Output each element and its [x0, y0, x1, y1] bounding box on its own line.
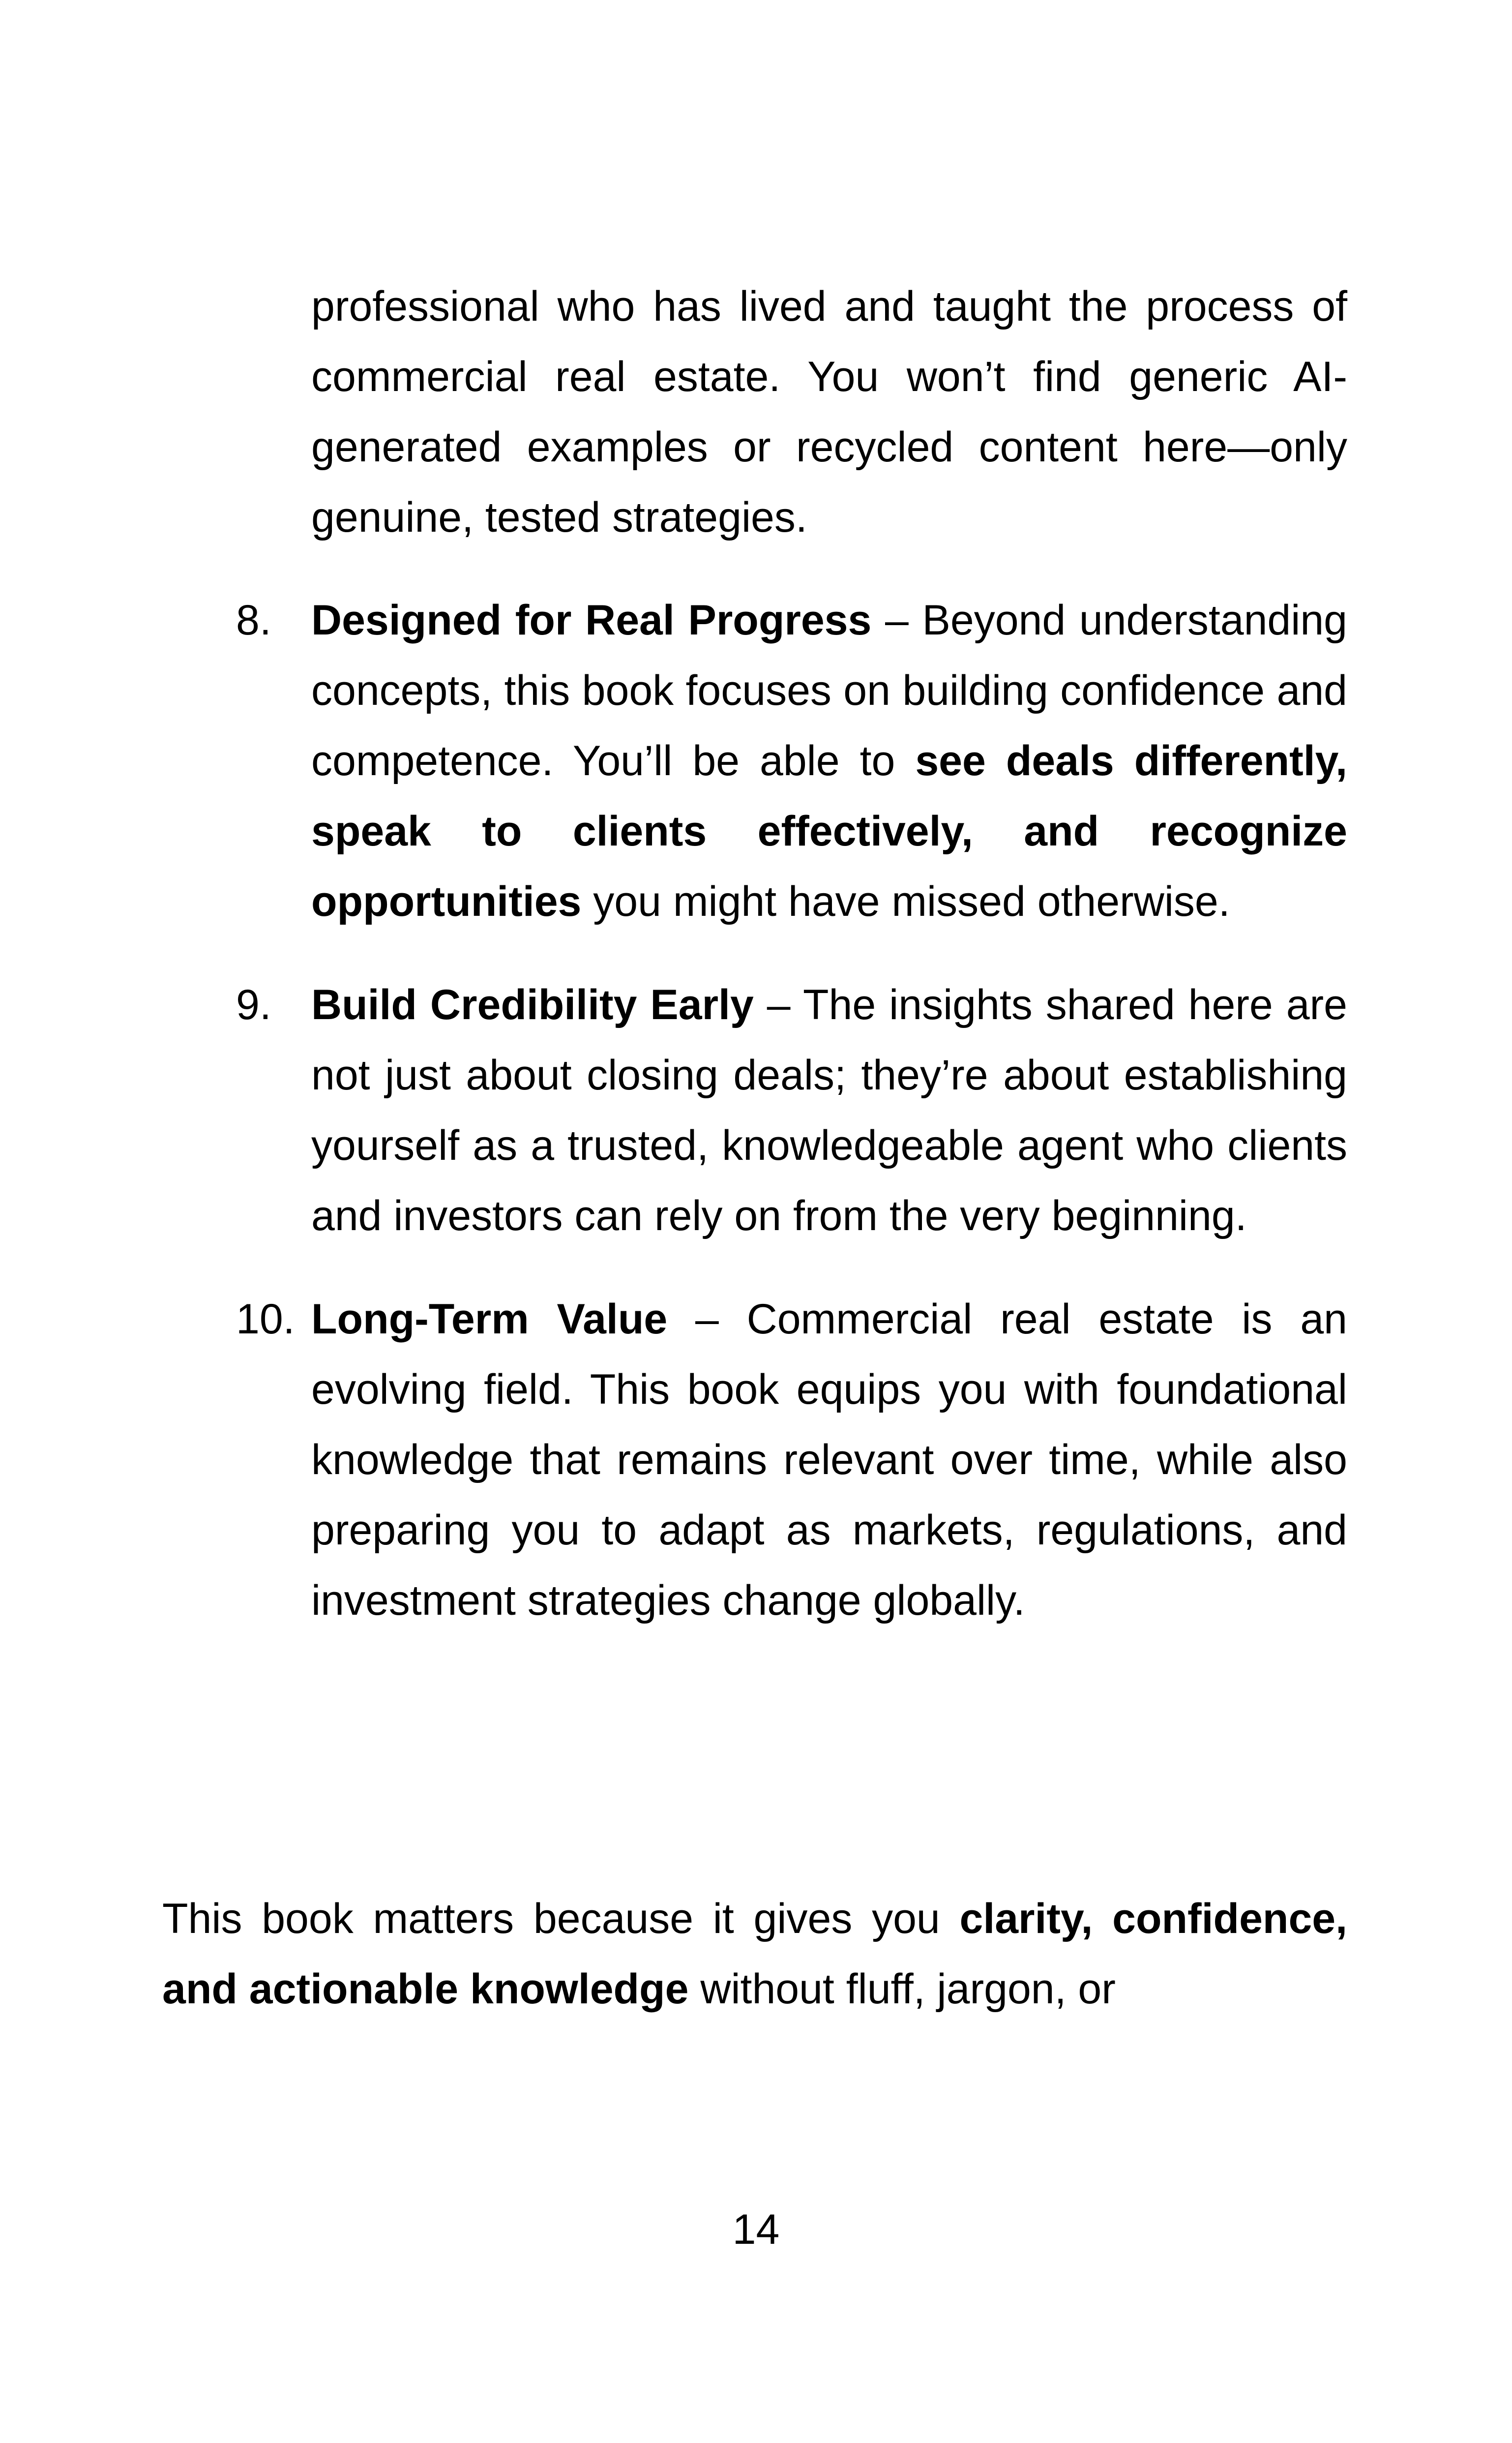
numbered-list — [162, 585, 1347, 1669]
continuation-text: professional who has lived and taught the process of commercial real estate. You won’t find generic AI-generated examples or recycled content here—only genuine, tested strategies. — [311, 283, 1347, 541]
list-item-separator: – — [871, 597, 922, 644]
list-item-text: Beyond understanding concepts, this book focuses on building confidence and competence. You’ll be able to — [311, 597, 1347, 784]
list-item-title: Designed for Real Progress — [311, 597, 872, 644]
list-item — [162, 970, 1347, 1251]
list-item — [162, 585, 1347, 937]
closing-paragraph — [162, 1884, 1347, 2024]
list-item-continuation — [311, 271, 1347, 553]
list-item-emphasis: see deals differently, speak to clients effectively, and recognize opportunities — [311, 737, 1348, 925]
list-item-text: Commercial real estate is an evolving field. This book equips you with foundational knowledge that remains relevant over time, while also preparing you to adapt as markets, regulations, and investment strategies change globally. — [311, 1296, 1347, 1624]
list-item-number: 10. — [236, 1296, 295, 1343]
list-item-separator: – — [753, 981, 803, 1028]
list-item-text-end: you might have missed otherwise. — [581, 878, 1230, 925]
list-item-text: The insights shared here are not just about closing deals; they’re about establishing yourself as a trusted, knowledgeable agent who clients and investors can rely on from the very beginning. — [311, 981, 1347, 1239]
closing-text: This book matters because it gives you — [162, 1895, 960, 1942]
page-number: 14 — [732, 2206, 780, 2253]
closing-emphasis: clarity, confidence, and actionable knowledge — [162, 1895, 1347, 2013]
list-item-number: 9. — [236, 981, 271, 1028]
list-item-number: 8. — [236, 597, 271, 644]
list-item-title: Build Credibility Early — [311, 981, 754, 1028]
closing-text-end: without fluff, jargon, or — [688, 1965, 1116, 2013]
list-item — [162, 1284, 1347, 1636]
list-item-title: Long-Term Value — [311, 1296, 668, 1343]
list-item-separator: – — [667, 1296, 747, 1343]
